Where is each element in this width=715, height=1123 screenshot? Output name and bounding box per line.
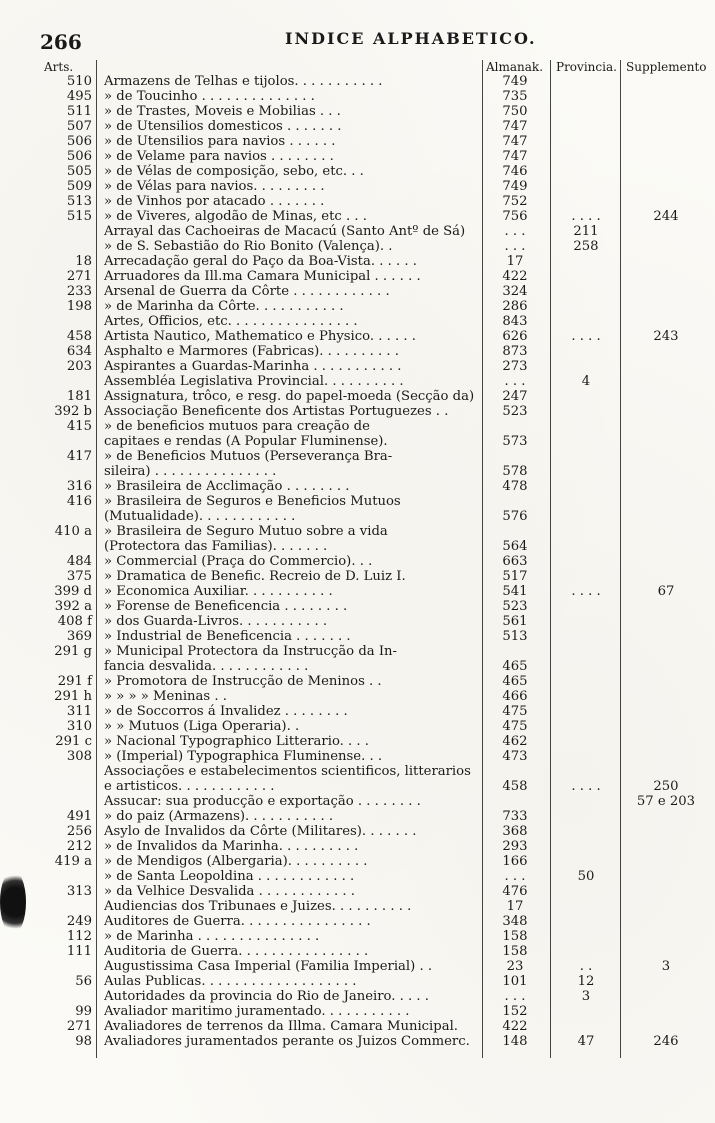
entry-almanak-page: 293 — [502, 839, 528, 854]
entry-almanak-page: 465 — [502, 659, 528, 674]
entry-provincia-page: 4 — [581, 374, 591, 389]
entry-almanak-page: 152 — [502, 1004, 528, 1019]
entry-article-number: 18 — [75, 254, 92, 269]
entry-almanak-page: 101 — [502, 974, 528, 989]
entry-article-number: 419 a — [54, 854, 92, 869]
entry-label: Armazens de Telhas e tijolos. . . . . . . . . . . — [104, 74, 383, 89]
entry-article-number: 513 — [66, 194, 92, 209]
entry-almanak-page: 663 — [502, 554, 528, 569]
index-entry — [0, 989, 715, 1004]
entry-article-number: 233 — [66, 284, 92, 299]
entry-provincia-page: 211 — [573, 224, 599, 239]
column-header-provincia: Provincia. — [556, 60, 617, 74]
index-entry — [0, 884, 715, 899]
index-entry — [0, 854, 715, 869]
entry-label: (Mutualidade). . . . . . . . . . . . — [104, 509, 296, 524]
entry-almanak-page: 273 — [502, 359, 528, 374]
index-entry — [0, 479, 715, 494]
entry-label: Arruadores da Ill.ma Camara Municipal . . . . . . — [104, 269, 421, 284]
index-entry — [0, 119, 715, 134]
entry-almanak-page: 422 — [502, 269, 528, 284]
entry-label: » de Soccorros á Invalidez . . . . . . . . — [104, 704, 348, 719]
entry-article-number: 491 — [66, 809, 92, 824]
entry-article-number: 291 c — [55, 734, 92, 749]
entry-article-number: 99 — [75, 1004, 92, 1019]
entry-label: » de Invalidos da Marinha. . . . . . . . . . — [104, 839, 359, 854]
entry-article-number: 310 — [66, 719, 92, 734]
entry-article-number: 509 — [66, 179, 92, 194]
entry-article-number: 308 — [66, 749, 92, 764]
entry-almanak-page: 476 — [502, 884, 528, 899]
entry-article-number: 111 — [66, 944, 92, 959]
entry-label: » da Velhice Desvalida . . . . . . . . . . . . — [104, 884, 355, 899]
entry-provincia-page: . . . . — [571, 584, 601, 599]
entry-article-number: 249 — [66, 914, 92, 929]
index-entry — [0, 614, 715, 629]
index-entry — [0, 329, 715, 344]
entry-almanak-page: 465 — [502, 674, 528, 689]
index-entry — [0, 509, 715, 524]
index-entry — [0, 929, 715, 944]
entry-supplemento-page: 243 — [653, 329, 679, 344]
entry-label: sileira) . . . . . . . . . . . . . . . — [104, 464, 277, 479]
index-entry — [0, 389, 715, 404]
ink-blot — [0, 870, 26, 934]
index-entry — [0, 494, 715, 509]
entry-label: » Brasileira de Acclimação . . . . . . . . — [104, 479, 350, 494]
entry-article-number: 198 — [66, 299, 92, 314]
entry-label: Associações e estabelecimentos scientificos, litterarios — [104, 764, 471, 779]
entry-article-number: 181 — [66, 389, 92, 404]
index-entry — [0, 299, 715, 314]
entry-almanak-page: 517 — [502, 569, 528, 584]
index-entry — [0, 194, 715, 209]
entry-label: » de Vélas de composição, sebo, etc. . . — [104, 164, 364, 179]
entry-article-number: 291 f — [57, 674, 92, 689]
entry-label: » do paiz (Armazens). . . . . . . . . . . — [104, 809, 334, 824]
entry-label: Artes, Officios, etc. . . . . . . . . . . . . . . . — [104, 314, 358, 329]
entry-label: capitaes e rendas (A Popular Fluminense). — [104, 434, 388, 449]
index-entry — [0, 134, 715, 149]
entry-almanak-page: 286 — [502, 299, 528, 314]
entry-label: Autoridades da provincia do Rio de Janeiro. . . . . — [104, 989, 429, 1004]
entry-article-number: 203 — [66, 359, 92, 374]
entry-article-number: 506 — [66, 134, 92, 149]
entry-label: (Protectora das Familias). . . . . . . — [104, 539, 328, 554]
entry-almanak-page: 247 — [502, 389, 528, 404]
index-entry — [0, 584, 715, 599]
entry-article-number: 375 — [66, 569, 92, 584]
entry-label: » de Vinhos por atacado . . . . . . . — [104, 194, 325, 209]
index-entry — [0, 89, 715, 104]
entry-almanak-page: 462 — [502, 734, 528, 749]
entry-article-number: 56 — [75, 974, 92, 989]
entry-almanak-page: 756 — [502, 209, 528, 224]
entry-almanak-page: 576 — [502, 509, 528, 524]
entry-label: » de Velame para navios . . . . . . . . — [104, 149, 334, 164]
entry-almanak-page: 747 — [502, 149, 528, 164]
entry-label: Avaliador maritimo juramentado. . . . . . . . . . . — [104, 1004, 410, 1019]
index-entry — [0, 269, 715, 284]
entry-almanak-page: . . . — [504, 869, 526, 884]
entry-provincia-page: . . . . — [571, 329, 601, 344]
index-entry — [0, 254, 715, 269]
entry-almanak-page: 626 — [502, 329, 528, 344]
entry-article-number: 311 — [66, 704, 92, 719]
entry-label: Auditores de Guerra. . . . . . . . . . . . . . . . — [104, 914, 371, 929]
entry-article-number: 392 b — [54, 404, 92, 419]
entry-almanak-page: 473 — [502, 749, 528, 764]
entry-almanak-page: 368 — [502, 824, 528, 839]
page-number: 266 — [40, 30, 82, 54]
entry-article-number: 415 — [66, 419, 92, 434]
entry-article-number: 369 — [66, 629, 92, 644]
entry-label: » de Mendigos (Albergaria). . . . . . . . . . — [104, 854, 368, 869]
index-entry — [0, 899, 715, 914]
entry-label: Augustissima Casa Imperial (Familia Imperial) . . — [104, 959, 433, 974]
entry-article-number: 408 f — [57, 614, 92, 629]
entry-article-number: 271 — [66, 1019, 92, 1034]
entry-label: » Brasileira de Seguros e Beneficios Mutuos — [104, 494, 401, 509]
entry-label: » Industrial de Beneficencia . . . . . . . — [104, 629, 351, 644]
entry-article-number: 515 — [66, 209, 92, 224]
entry-supplemento-page: 244 — [653, 209, 679, 224]
entry-almanak-page: 475 — [502, 704, 528, 719]
entry-almanak-page: 23 — [506, 959, 524, 974]
entry-almanak-page: 475 — [502, 719, 528, 734]
index-entry — [0, 779, 715, 794]
index-entry — [0, 209, 715, 224]
entry-almanak-page: 752 — [502, 194, 528, 209]
entry-article-number: 212 — [66, 839, 92, 854]
entry-label: Aulas Publicas. . . . . . . . . . . . . . . . . . . — [104, 974, 357, 989]
index-entry — [0, 164, 715, 179]
entry-article-number: 271 — [66, 269, 92, 284]
entry-label: Avaliadores juramentados perante os Juizos Commerc. — [104, 1034, 470, 1049]
entry-almanak-page: 873 — [502, 344, 528, 359]
entry-label: » (Imperial) Typographica Fluminense. . . — [104, 749, 383, 764]
entry-label: fancia desvalida. . . . . . . . . . . . — [104, 659, 309, 674]
entry-label: » de S. Sebastião do Rio Bonito (Valença). . — [104, 239, 393, 254]
entry-article-number: 507 — [66, 119, 92, 134]
entry-article-number: 316 — [66, 479, 92, 494]
entry-label: » de Beneficios Mutuos (Perseverança Bra- — [104, 449, 393, 464]
entry-almanak-page: 747 — [502, 119, 528, 134]
entry-almanak-page: 561 — [502, 614, 528, 629]
entry-almanak-page: 422 — [502, 1019, 528, 1034]
index-entry — [0, 599, 715, 614]
entry-almanak-page: 578 — [502, 464, 528, 479]
entry-label: » Commercial (Praça do Commercio). . . — [104, 554, 373, 569]
index-entry — [0, 104, 715, 119]
index-entry — [0, 734, 715, 749]
index-entry — [0, 629, 715, 644]
entry-label: » de Toucinho . . . . . . . . . . . . . . — [104, 89, 315, 104]
entry-provincia-page: . . — [579, 959, 593, 974]
entry-article-number: 458 — [66, 329, 92, 344]
entry-label: Assembléa Legislativa Provincial. . . . . . . . . . — [104, 374, 404, 389]
entry-almanak-page: 148 — [502, 1034, 528, 1049]
entry-label: » » » » Meninas . . — [104, 689, 227, 704]
entry-provincia-page: . . . . — [571, 209, 601, 224]
entry-almanak-page: 458 — [502, 779, 528, 794]
entry-provincia-page: 258 — [573, 239, 599, 254]
index-entry — [0, 959, 715, 974]
entry-label: » Nacional Typographico Litterario. . . . — [104, 734, 369, 749]
entry-almanak-page: 749 — [502, 74, 528, 89]
index-entries — [0, 74, 715, 1049]
index-entry — [0, 74, 715, 89]
entry-almanak-page: 564 — [502, 539, 528, 554]
entry-article-number: 505 — [66, 164, 92, 179]
index-entry — [0, 1004, 715, 1019]
entry-label: » de Utensilios para navios . . . . . . — [104, 134, 336, 149]
entry-almanak-page: . . . — [504, 374, 526, 389]
entry-article-number: 98 — [75, 1034, 92, 1049]
entry-article-number: 510 — [66, 74, 92, 89]
index-entry — [0, 1019, 715, 1034]
entry-article-number: 256 — [66, 824, 92, 839]
index-entry — [0, 179, 715, 194]
index-entry — [0, 674, 715, 689]
entry-almanak-page: 17 — [506, 899, 524, 914]
entry-label: Asylo de Invalidos da Côrte (Militares). . . . . . . — [104, 824, 417, 839]
entry-label: e artisticos. . . . . . . . . . . . — [104, 779, 275, 794]
entry-almanak-page: 735 — [502, 89, 528, 104]
column-header-arts: Arts. — [44, 60, 74, 74]
entry-label: » Brasileira de Seguro Mutuo sobre a vida — [104, 524, 388, 539]
column-header-almanak: Almanak. — [486, 60, 544, 74]
index-entry — [0, 914, 715, 929]
entry-label: » de Viveres, algodão de Minas, etc . . . — [104, 209, 367, 224]
index-entry — [0, 539, 715, 554]
entry-label: » de Trastes, Moveis e Mobilias . . . — [104, 104, 341, 119]
entry-supplemento-page: 250 — [653, 779, 679, 794]
entry-article-number: 416 — [66, 494, 92, 509]
entry-almanak-page: 158 — [502, 944, 528, 959]
entry-almanak-page: 523 — [502, 599, 528, 614]
entry-label: » de beneficios mutuos para creação de — [104, 419, 370, 434]
entry-article-number: 291 h — [54, 689, 92, 704]
index-entry — [0, 764, 715, 779]
index-entry — [0, 824, 715, 839]
index-entry — [0, 689, 715, 704]
column-header-supplemento: Supplemento — [626, 60, 707, 74]
index-entry — [0, 434, 715, 449]
index-entry — [0, 239, 715, 254]
entry-article-number: 511 — [66, 104, 92, 119]
entry-article-number: 417 — [66, 449, 92, 464]
entry-label: Assucar: sua producção e exportação . . . . . . . . — [104, 794, 421, 809]
entry-label: Avaliadores de terrenos da Illma. Camara Municipal. — [104, 1019, 458, 1034]
entry-label: Auditoria de Guerra. . . . . . . . . . . . . . . . — [104, 944, 369, 959]
entry-almanak-page: . . . — [504, 989, 526, 1004]
entry-almanak-page: 523 — [502, 404, 528, 419]
entry-supplemento-page: 67 — [657, 584, 675, 599]
entry-almanak-page: 166 — [502, 854, 528, 869]
entry-label: Arrecadação geral do Paço da Boa-Vista. . . . . . — [104, 254, 417, 269]
index-entry — [0, 374, 715, 389]
index-entry — [0, 794, 715, 809]
entry-label: Arrayal das Cachoeiras de Macacú (Santo Antº de Sá) — [104, 224, 466, 239]
entry-almanak-page: 750 — [502, 104, 528, 119]
entry-article-number: 291 g — [54, 644, 92, 659]
entry-article-number: 112 — [66, 929, 92, 944]
entry-article-number: 495 — [66, 89, 92, 104]
running-title: INDICE ALPHABETICO. — [285, 29, 537, 48]
entry-label: Audiencias dos Tribunaes e Juizes. . . . . . . . . . — [104, 899, 412, 914]
index-entry — [0, 974, 715, 989]
entry-label: » de Vélas para navios. . . . . . . . . — [104, 179, 325, 194]
entry-label: » » Mutuos (Liga Operaria). . — [104, 719, 300, 734]
entry-almanak-page: 749 — [502, 179, 528, 194]
index-entry — [0, 719, 715, 734]
entry-label: » Forense de Beneficencia . . . . . . . . — [104, 599, 348, 614]
entry-supplemento-page: 3 — [661, 959, 671, 974]
entry-almanak-page: 348 — [502, 914, 528, 929]
index-entry — [0, 569, 715, 584]
entry-almanak-page: . . . — [504, 239, 526, 254]
index-entry — [0, 149, 715, 164]
entry-almanak-page: 158 — [502, 929, 528, 944]
index-entry — [0, 284, 715, 299]
entry-label: » Economica Auxiliar. . . . . . . . . . . — [104, 584, 333, 599]
entry-label: » de Marinha . . . . . . . . . . . . . . . — [104, 929, 320, 944]
index-entry — [0, 554, 715, 569]
entry-label: Asphalto e Marmores (Fabricas). . . . . . . . . . — [104, 344, 399, 359]
index-entry — [0, 659, 715, 674]
entry-label: Aspirantes a Guardas-Marinha . . . . . . . . . . . — [104, 359, 402, 374]
entry-almanak-page: . . . — [504, 224, 526, 239]
entry-article-number: 313 — [66, 884, 92, 899]
entry-supplemento-page: 246 — [653, 1034, 679, 1049]
entry-almanak-page: 843 — [502, 314, 528, 329]
entry-almanak-page: 17 — [506, 254, 524, 269]
entry-label: Arsenal de Guerra da Côrte . . . . . . . . . . . . — [104, 284, 390, 299]
entry-label: » de Utensilios domesticos . . . . . . . — [104, 119, 342, 134]
index-entry — [0, 464, 715, 479]
entry-article-number: 484 — [66, 554, 92, 569]
index-entry — [0, 704, 715, 719]
entry-almanak-page: 541 — [502, 584, 528, 599]
entry-almanak-page: 573 — [502, 434, 528, 449]
index-entry — [0, 359, 715, 374]
index-entry — [0, 869, 715, 884]
index-entry — [0, 839, 715, 854]
entry-provincia-page: 47 — [577, 1034, 595, 1049]
entry-almanak-page: 733 — [502, 809, 528, 824]
index-entry — [0, 749, 715, 764]
entry-provincia-page: 12 — [577, 974, 595, 989]
entry-label: » de Santa Leopoldina . . . . . . . . . . . . — [104, 869, 355, 884]
entry-label: » dos Guarda-Livros. . . . . . . . . . . — [104, 614, 328, 629]
index-entry — [0, 404, 715, 419]
entry-almanak-page: 478 — [502, 479, 528, 494]
entry-almanak-page: 466 — [502, 689, 528, 704]
entry-provincia-page: 3 — [581, 989, 591, 1004]
entry-supplemento-page: 57 e 203 — [636, 794, 696, 809]
entry-label: » Promotora de Instrucção de Meninos . . — [104, 674, 382, 689]
entry-label: Associação Beneficente dos Artistas Portuguezes . . — [104, 404, 449, 419]
index-entry — [0, 809, 715, 824]
index-entry — [0, 644, 715, 659]
index-entry — [0, 1034, 715, 1049]
index-entry — [0, 524, 715, 539]
entry-almanak-page: 746 — [502, 164, 528, 179]
entry-article-number: 392 a — [54, 599, 92, 614]
index-entry — [0, 224, 715, 239]
index-entry — [0, 449, 715, 464]
entry-article-number: 399 d — [54, 584, 92, 599]
entry-article-number: 506 — [66, 149, 92, 164]
index-entry — [0, 344, 715, 359]
index-entry — [0, 944, 715, 959]
entry-almanak-page: 324 — [502, 284, 528, 299]
entry-provincia-page: 50 — [577, 869, 595, 884]
entry-label: » Municipal Protectora da Instrucção da In- — [104, 644, 397, 659]
index-entry — [0, 314, 715, 329]
entry-label: » Dramatica de Benefic. Recreio de D. Luiz I. — [104, 569, 406, 584]
entry-almanak-page: 513 — [502, 629, 528, 644]
entry-article-number: 410 a — [54, 524, 92, 539]
entry-article-number: 634 — [66, 344, 92, 359]
entry-label: » de Marinha da Côrte. . . . . . . . . . . — [104, 299, 344, 314]
entry-label: Artista Nautico, Mathematico e Physico. . . . . . — [104, 329, 416, 344]
entry-almanak-page: 747 — [502, 134, 528, 149]
entry-label: Assignatura, trôco, e resg. do papel-moeda (Secção da) — [104, 389, 475, 404]
entry-provincia-page: . . . . — [571, 779, 601, 794]
index-entry — [0, 419, 715, 434]
